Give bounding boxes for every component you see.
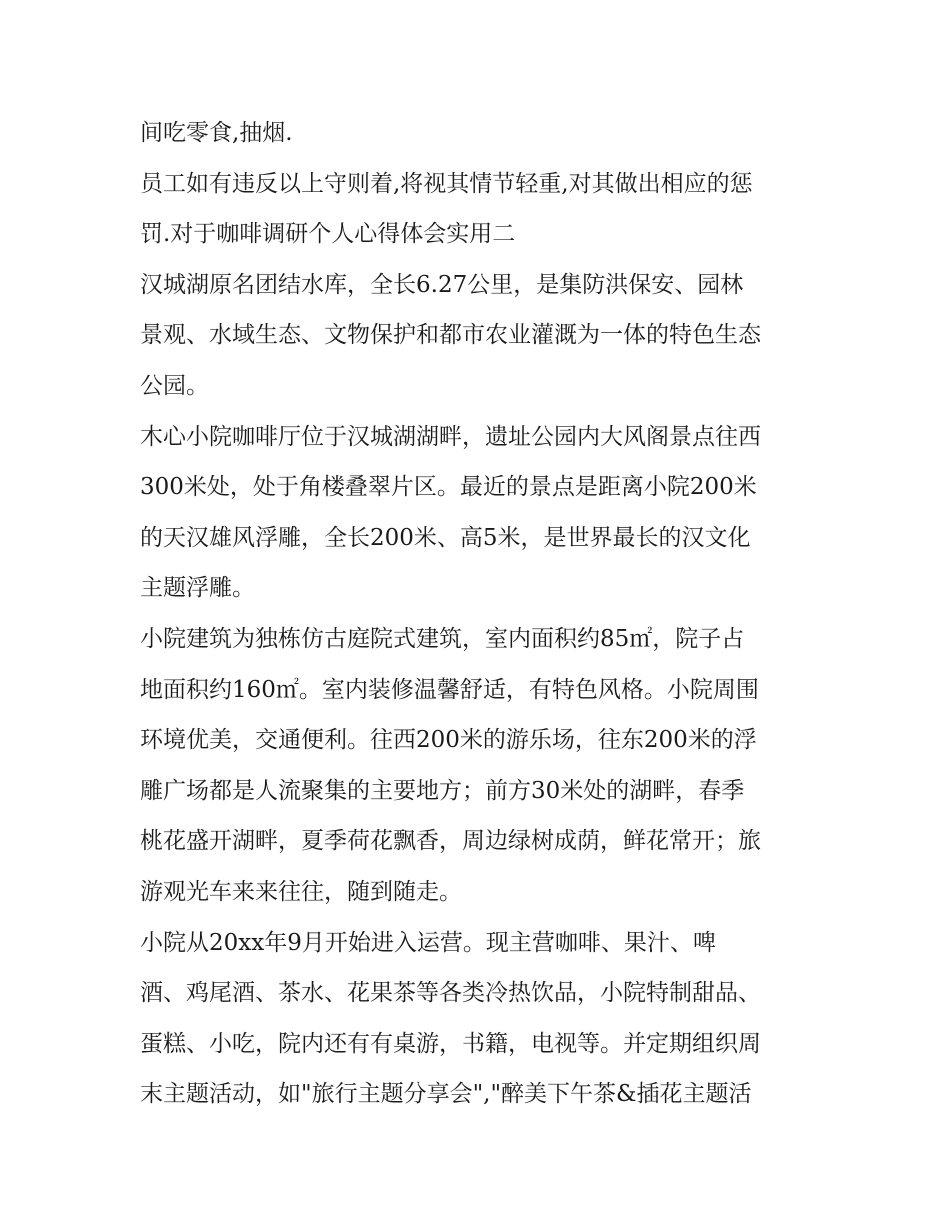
text-line: 小院从20xx年9月开始进入运营。现主营咖啡、果汁、啤 <box>140 929 716 956</box>
text-line: 环境优美，交通便利。往西200米的游乐场，往东200米的浮 <box>140 727 757 754</box>
text-line: 汉城湖原名团结水库，全长6.27公里，是集防洪保安、园林 <box>140 271 744 298</box>
text-line: 蛋糕、小吃，院内还有有桌游，书籍，电视等。并定期组织周 <box>140 1030 761 1057</box>
text-line: 罚.对于咖啡调研个人心得体会实用二 <box>140 221 516 248</box>
text-line: 间吃零食,抽烟. <box>140 120 293 146</box>
text-line: 雕广场都是人流聚集的主要地方；前方30米处的湖畔，春季 <box>140 777 745 804</box>
text-line: 木心小院咖啡厅位于汉城湖湖畔，遗址公园内大风阁景点往西 <box>140 423 761 450</box>
text-line: 公园。 <box>140 372 209 399</box>
text-line: 300米处，处于角楼叠翠片区。最近的景点是距离小院200米 <box>140 474 757 501</box>
text-line: 景观、水域生态、文物保护和都市农业灌溉为一体的特色生态 <box>140 322 761 349</box>
text-line: 的天汉雄风浮雕，全长200米、高5米，是世界最长的汉文化 <box>140 524 751 551</box>
text-line: 地面积约160㎡。室内装修温馨舒适，有特色风格。小院周围 <box>140 676 759 703</box>
text-line: 末主题活动，如"旅行主题分享会","醉美下午茶&插花主题活 <box>140 1081 752 1108</box>
text-line: 游观光车来来往往，随到随走。 <box>140 878 462 905</box>
text-line: 酒、鸡尾酒、茶水、花果茶等各类冷热饮品，小院特制甜品、 <box>140 980 761 1007</box>
document-body <box>140 108 820 1120</box>
text-line: 主题浮雕。 <box>140 575 255 602</box>
text-line: 员工如有违反以上守则着,将视其情节轻重,对其做出相应的惩 <box>140 170 753 197</box>
text-line: 小院建筑为独栋仿古庭院式建筑，室内面积约85㎡，院子占 <box>140 625 745 652</box>
text-line: 桃花盛开湖畔，夏季荷花飘香，周边绿树成荫，鲜花常开；旅 <box>140 828 761 855</box>
